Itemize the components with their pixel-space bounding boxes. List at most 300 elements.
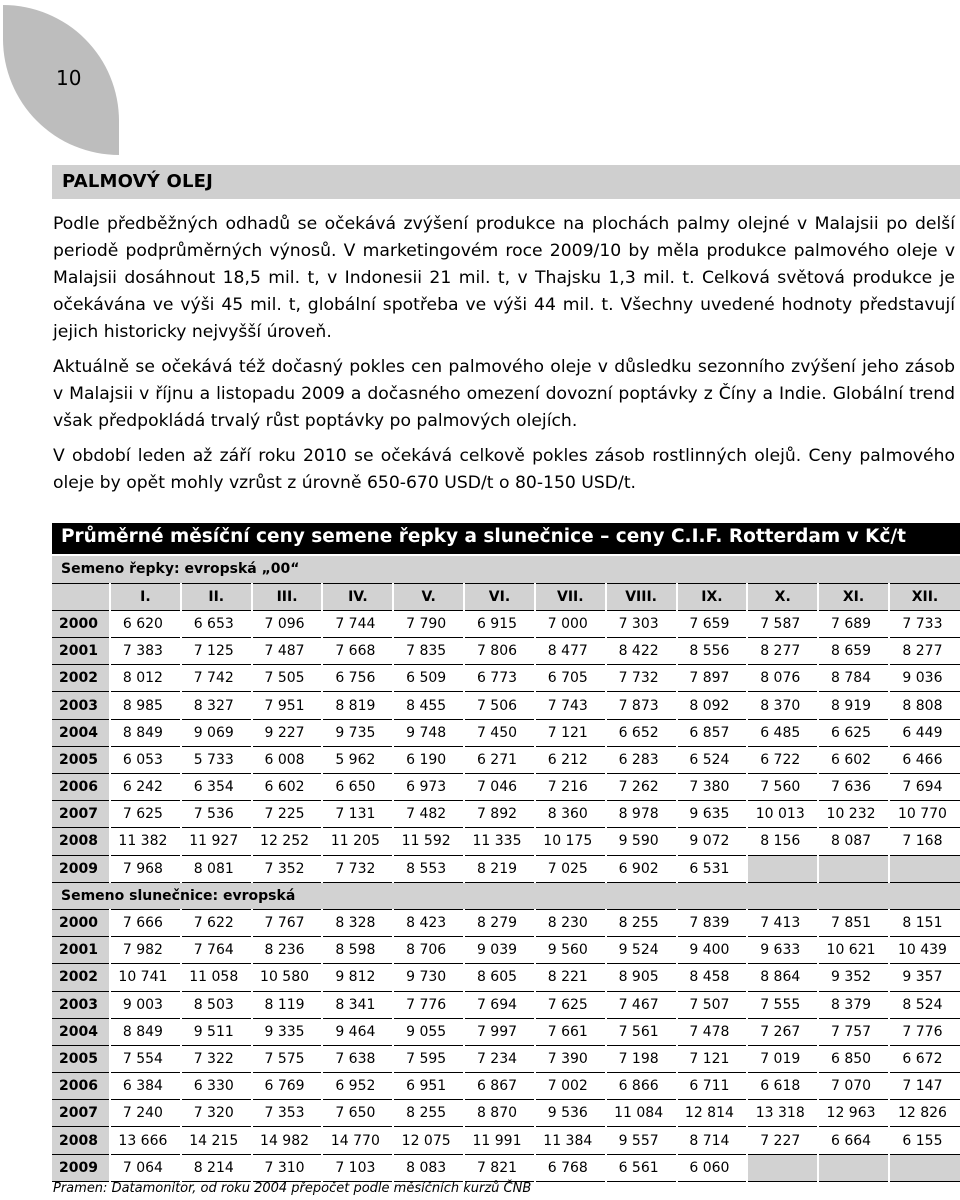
price-cell: 6 531 [677, 855, 748, 882]
price-cell: 7 019 [747, 1045, 818, 1072]
price-cell: 6 509 [393, 665, 464, 692]
month-header: IV. [322, 583, 393, 610]
table-row [52, 1018, 960, 1045]
year-cell: 2006 [52, 774, 110, 801]
price-cell: 7 742 [181, 665, 252, 692]
price-cell: 7 694 [889, 774, 960, 801]
price-cell: 11 384 [535, 1127, 606, 1154]
price-cell: 8 458 [677, 964, 748, 991]
price-cell: 7 744 [322, 610, 393, 637]
price-cell: 6 561 [606, 1154, 677, 1181]
table-row [52, 692, 960, 719]
table-row [52, 746, 960, 773]
price-cell: 13 666 [110, 1127, 181, 1154]
price-cell: 12 075 [393, 1127, 464, 1154]
table-row [52, 774, 960, 801]
table-row [52, 665, 960, 692]
price-cell: 8 092 [677, 692, 748, 719]
price-cell: 8 714 [677, 1127, 748, 1154]
price-cell: 7 625 [110, 801, 181, 828]
month-header: IX. [677, 583, 748, 610]
price-cell: 9 039 [464, 937, 535, 964]
price-cell: 9 352 [818, 964, 889, 991]
price-cell: 7 310 [252, 1154, 323, 1181]
price-cell: 7 103 [322, 1154, 393, 1181]
price-cell: 8 503 [181, 991, 252, 1018]
group-label: Semeno slunečnice: evropská [52, 882, 960, 909]
price-cell: 9 735 [322, 719, 393, 746]
price-cell: 10 621 [818, 937, 889, 964]
price-cell: 7 046 [464, 774, 535, 801]
price-cell: 6 008 [252, 746, 323, 773]
year-cell: 2000 [52, 610, 110, 637]
price-cell: 7 000 [535, 610, 606, 637]
price-cell: 9 055 [393, 1018, 464, 1045]
price-cell: 7 002 [535, 1073, 606, 1100]
price-cell: 7 482 [393, 801, 464, 828]
price-cell: 10 439 [889, 937, 960, 964]
price-cell: 6 756 [322, 665, 393, 692]
price-cell: 6 973 [393, 774, 464, 801]
price-cell: 7 638 [322, 1045, 393, 1072]
table-row [52, 991, 960, 1018]
price-cell: 11 058 [181, 964, 252, 991]
price-cell: 8 849 [110, 719, 181, 746]
price-cell: 7 555 [747, 991, 818, 1018]
table-row [52, 638, 960, 665]
price-cell: 7 025 [535, 855, 606, 882]
price-cell: 10 770 [889, 801, 960, 828]
price-cell: 7 622 [181, 909, 252, 936]
year-cell: 2005 [52, 746, 110, 773]
price-cell: 7 694 [464, 991, 535, 1018]
price-cell: 8 151 [889, 909, 960, 936]
price-cell: 7 198 [606, 1045, 677, 1072]
price-cell: 8 236 [252, 937, 323, 964]
month-header: V. [393, 583, 464, 610]
price-cell: 7 764 [181, 937, 252, 964]
price-cell: 8 221 [535, 964, 606, 991]
price-cell: 6 354 [181, 774, 252, 801]
month-header: XI. [818, 583, 889, 610]
year-cell: 2008 [52, 828, 110, 855]
price-cell: 6 722 [747, 746, 818, 773]
price-cell: 7 835 [393, 638, 464, 665]
price-cell: 7 743 [535, 692, 606, 719]
price-cell: 11 335 [464, 828, 535, 855]
paragraph-outlook: V období leden až září roku 2010 se očekává celkově pokles zásob rostlinných olejů. Ceny palmového oleje by opět mohly vzrůst z úrovně 650-670 USD/t o 80-150 USD/t. [53, 446, 955, 493]
month-header: VIII. [606, 583, 677, 610]
price-cell: 8 341 [322, 991, 393, 1018]
year-cell: 2007 [52, 1100, 110, 1127]
price-cell: 9 560 [535, 937, 606, 964]
price-cell: 7 767 [252, 909, 323, 936]
price-cell: 7 968 [110, 855, 181, 882]
price-cell: 8 556 [677, 638, 748, 665]
month-header: III. [252, 583, 323, 610]
price-cell: 8 819 [322, 692, 393, 719]
price-cell: 8 012 [110, 665, 181, 692]
empty-cell [889, 855, 960, 882]
price-cell: 9 557 [606, 1127, 677, 1154]
price-cell: 11 084 [606, 1100, 677, 1127]
price-cell: 7 121 [677, 1045, 748, 1072]
price-cell: 7 587 [747, 610, 818, 637]
year-cell: 2006 [52, 1073, 110, 1100]
table-row [52, 1073, 960, 1100]
price-cell: 7 413 [747, 909, 818, 936]
price-cell: 7 575 [252, 1045, 323, 1072]
price-cell: 6 850 [818, 1045, 889, 1072]
price-cell: 9 812 [322, 964, 393, 991]
price-cell: 12 963 [818, 1100, 889, 1127]
price-cell: 7 806 [464, 638, 535, 665]
price-cell: 9 003 [110, 991, 181, 1018]
table-row [52, 1100, 960, 1127]
price-cell: 8 083 [393, 1154, 464, 1181]
price-cell: 7 168 [889, 828, 960, 855]
price-cell: 7 505 [252, 665, 323, 692]
price-cell: 7 536 [181, 801, 252, 828]
month-header: X. [747, 583, 818, 610]
table-row [52, 1127, 960, 1154]
month-header: VII. [535, 583, 606, 610]
price-cell: 8 156 [747, 828, 818, 855]
price-cell: 8 119 [252, 991, 323, 1018]
price-cell: 8 870 [464, 1100, 535, 1127]
header-corner-cell [52, 583, 110, 610]
month-header: VI. [464, 583, 535, 610]
price-cell: 7 507 [677, 991, 748, 1018]
price-cell: 8 087 [818, 828, 889, 855]
price-cell: 5 962 [322, 746, 393, 773]
price-cell: 6 330 [181, 1073, 252, 1100]
price-cell: 7 303 [606, 610, 677, 637]
price-cell: 7 240 [110, 1100, 181, 1127]
price-cell: 9 036 [889, 665, 960, 692]
price-cell: 7 125 [181, 638, 252, 665]
table-row [52, 801, 960, 828]
year-cell: 2009 [52, 855, 110, 882]
price-cell: 7 661 [535, 1018, 606, 1045]
price-cell: 9 511 [181, 1018, 252, 1045]
price-cell: 8 277 [889, 638, 960, 665]
price-cell: 6 952 [322, 1073, 393, 1100]
paragraph-production: Podle předběžných odhadů se očekává zvýšení produkce na plochách palmy olejné v Malajsii po delší periodě podprůměrných výnosů. V marketingovém roce 2009/10 by měla produkce palmového oleje v Malajsii dosáhnout 18,5 mil. t, v Indonesii 21 mil. t, v Thajsku 1,3 mil. t. Celková světová produkce je očekávána ve výši 45 mil. t, globální spotřeba ve výši 44 mil. t. Všechny uvedené hodnoty představují jejich historicky nejvyšší úroveň. [53, 214, 955, 342]
price-cell: 8 477 [535, 638, 606, 665]
price-cell: 7 478 [677, 1018, 748, 1045]
price-cell: 9 400 [677, 937, 748, 964]
price-cell: 7 121 [535, 719, 606, 746]
price-cell: 6 652 [606, 719, 677, 746]
price-cell: 6 618 [747, 1073, 818, 1100]
price-cell: 6 190 [393, 746, 464, 773]
price-cell: 9 464 [322, 1018, 393, 1045]
price-cell: 8 360 [535, 801, 606, 828]
price-cell: 9 730 [393, 964, 464, 991]
price-cell: 6 602 [252, 774, 323, 801]
year-cell: 2000 [52, 909, 110, 936]
price-cell: 8 659 [818, 638, 889, 665]
section-heading: PALMOVÝ OLEJ [52, 165, 960, 199]
price-cell: 7 997 [464, 1018, 535, 1045]
price-cell: 7 353 [252, 1100, 323, 1127]
table-row [52, 964, 960, 991]
group-header-row [52, 882, 960, 909]
price-cell: 8 370 [747, 692, 818, 719]
price-cell: 7 216 [535, 774, 606, 801]
price-cell: 6 867 [464, 1073, 535, 1100]
price-cell: 8 524 [889, 991, 960, 1018]
month-header-row [52, 583, 960, 610]
table-row [52, 937, 960, 964]
year-cell: 2009 [52, 1154, 110, 1181]
price-cell: 10 232 [818, 801, 889, 828]
price-cell: 8 255 [393, 1100, 464, 1127]
price-cell: 7 732 [322, 855, 393, 882]
year-cell: 2008 [52, 1127, 110, 1154]
price-cell: 6 155 [889, 1127, 960, 1154]
price-cell: 12 252 [252, 828, 323, 855]
price-cell: 6 524 [677, 746, 748, 773]
price-cell: 6 705 [535, 665, 606, 692]
price-cell: 9 635 [677, 801, 748, 828]
price-cell: 7 625 [535, 991, 606, 1018]
price-cell: 7 554 [110, 1045, 181, 1072]
price-cell: 9 069 [181, 719, 252, 746]
price-cell: 7 064 [110, 1154, 181, 1181]
table-row [52, 855, 960, 882]
price-cell: 7 668 [322, 638, 393, 665]
price-cell: 11 205 [322, 828, 393, 855]
price-cell: 7 262 [606, 774, 677, 801]
price-cell: 8 598 [322, 937, 393, 964]
price-cell: 8 978 [606, 801, 677, 828]
price-cell: 7 982 [110, 937, 181, 964]
group-header-row [52, 556, 960, 583]
price-cell: 7 732 [606, 665, 677, 692]
price-cell: 9 524 [606, 937, 677, 964]
price-cell: 9 748 [393, 719, 464, 746]
price-cell: 7 070 [818, 1073, 889, 1100]
year-cell: 2001 [52, 638, 110, 665]
price-cell: 6 768 [535, 1154, 606, 1181]
price-cell: 6 653 [181, 610, 252, 637]
price-cell: 12 814 [677, 1100, 748, 1127]
source-note: Pramen: Datamonitor, od roku 2004 přepočet podle měsíčních kurzů ČNB [53, 1181, 532, 1196]
price-cell: 14 770 [322, 1127, 393, 1154]
price-cell: 8 905 [606, 964, 677, 991]
price-cell: 7 352 [252, 855, 323, 882]
price-cell: 6 602 [818, 746, 889, 773]
price-cell: 8 230 [535, 909, 606, 936]
price-cell: 6 060 [677, 1154, 748, 1181]
table-row [52, 1045, 960, 1072]
price-cell: 6 625 [818, 719, 889, 746]
price-cell: 9 590 [606, 828, 677, 855]
year-cell: 2007 [52, 801, 110, 828]
price-cell: 8 864 [747, 964, 818, 991]
price-cell: 7 380 [677, 774, 748, 801]
price-cell: 7 636 [818, 774, 889, 801]
price-cell: 8 985 [110, 692, 181, 719]
price-cell: 6 857 [677, 719, 748, 746]
price-cell: 8 553 [393, 855, 464, 882]
price-cell: 9 357 [889, 964, 960, 991]
price-cell: 10 013 [747, 801, 818, 828]
empty-cell [818, 855, 889, 882]
table-row [52, 719, 960, 746]
price-cell: 6 915 [464, 610, 535, 637]
price-cell: 7 650 [322, 1100, 393, 1127]
price-cell: 7 506 [464, 692, 535, 719]
table-row [52, 610, 960, 637]
price-cell: 6 664 [818, 1127, 889, 1154]
table-row [52, 1154, 960, 1181]
price-cell: 10 741 [110, 964, 181, 991]
price-cell: 6 902 [606, 855, 677, 882]
price-cell: 9 227 [252, 719, 323, 746]
price-cell: 6 212 [535, 746, 606, 773]
price-cell: 6 242 [110, 774, 181, 801]
price-cell: 6 485 [747, 719, 818, 746]
table-row [52, 828, 960, 855]
price-cell: 7 096 [252, 610, 323, 637]
price-cell: 8 455 [393, 692, 464, 719]
price-cell: 8 255 [606, 909, 677, 936]
year-cell: 2001 [52, 937, 110, 964]
price-cell: 8 919 [818, 692, 889, 719]
price-cell: 7 267 [747, 1018, 818, 1045]
year-cell: 2004 [52, 1018, 110, 1045]
price-cell: 6 620 [110, 610, 181, 637]
year-cell: 2002 [52, 964, 110, 991]
price-cell: 8 605 [464, 964, 535, 991]
price-cell: 8 328 [322, 909, 393, 936]
price-cell: 8 706 [393, 937, 464, 964]
price-cell: 12 826 [889, 1100, 960, 1127]
price-cell: 9 633 [747, 937, 818, 964]
price-cell: 5 733 [181, 746, 252, 773]
price-cell: 8 081 [181, 855, 252, 882]
month-header: II. [181, 583, 252, 610]
price-cell: 7 322 [181, 1045, 252, 1072]
paragraph-price-decline: Aktuálně se očekává též dočasný pokles cen palmového oleje v důsledku sezonního zvýšení jeho zásob v Malajsii v říjnu a listopadu 2009 a dočasného omezení dovozní poptávky z Číny a Indie. Globální trend však předpokládá trvalý růst poptávky po palmových olejích. [53, 357, 955, 431]
page-number: 10 [56, 66, 82, 90]
empty-cell [747, 1154, 818, 1181]
price-cell: 7 147 [889, 1073, 960, 1100]
price-cell: 7 897 [677, 665, 748, 692]
price-cell: 7 776 [889, 1018, 960, 1045]
price-cell: 13 318 [747, 1100, 818, 1127]
price-cell: 8 808 [889, 692, 960, 719]
price-cell: 7 320 [181, 1100, 252, 1127]
price-cell: 7 234 [464, 1045, 535, 1072]
price-cell: 10 580 [252, 964, 323, 991]
price-cell: 6 672 [889, 1045, 960, 1072]
table-title: Průměrné měsíční ceny semene řepky a slunečnice – ceny C.I.F. Rotterdam v Kč/t [52, 523, 960, 554]
price-cell: 6 951 [393, 1073, 464, 1100]
price-cell: 11 927 [181, 828, 252, 855]
price-cell: 7 892 [464, 801, 535, 828]
price-cell: 7 131 [322, 801, 393, 828]
price-cell: 6 283 [606, 746, 677, 773]
price-cell: 7 561 [606, 1018, 677, 1045]
price-cell: 6 773 [464, 665, 535, 692]
empty-cell [747, 855, 818, 882]
price-cell: 6 466 [889, 746, 960, 773]
price-cell: 7 390 [535, 1045, 606, 1072]
price-cell: 9 072 [677, 828, 748, 855]
price-cell: 7 951 [252, 692, 323, 719]
price-cell: 7 851 [818, 909, 889, 936]
price-cell: 7 790 [393, 610, 464, 637]
price-cell: 7 487 [252, 638, 323, 665]
price-cell: 7 776 [393, 991, 464, 1018]
price-cell: 6 866 [606, 1073, 677, 1100]
price-cell: 7 383 [110, 638, 181, 665]
price-cell: 8 279 [464, 909, 535, 936]
price-cell: 8 784 [818, 665, 889, 692]
price-cell: 6 271 [464, 746, 535, 773]
price-cell: 14 982 [252, 1127, 323, 1154]
price-cell: 6 449 [889, 719, 960, 746]
price-cell: 7 225 [252, 801, 323, 828]
year-cell: 2003 [52, 991, 110, 1018]
price-table [52, 556, 960, 1182]
year-cell: 2002 [52, 665, 110, 692]
price-cell: 14 215 [181, 1127, 252, 1154]
year-cell: 2003 [52, 692, 110, 719]
price-cell: 7 227 [747, 1127, 818, 1154]
price-cell: 11 592 [393, 828, 464, 855]
price-cell: 9 335 [252, 1018, 323, 1045]
price-cell: 7 873 [606, 692, 677, 719]
month-header: I. [110, 583, 181, 610]
price-cell: 11 991 [464, 1127, 535, 1154]
group-label: Semeno řepky: evropská „00“ [52, 556, 960, 583]
year-cell: 2005 [52, 1045, 110, 1072]
price-cell: 8 423 [393, 909, 464, 936]
month-header: XII. [889, 583, 960, 610]
price-cell: 10 175 [535, 828, 606, 855]
price-cell: 6 053 [110, 746, 181, 773]
price-cell: 8 422 [606, 638, 677, 665]
price-cell: 8 219 [464, 855, 535, 882]
price-cell: 6 384 [110, 1073, 181, 1100]
price-cell: 7 733 [889, 610, 960, 637]
table-row [52, 909, 960, 936]
price-cell: 7 467 [606, 991, 677, 1018]
empty-cell [889, 1154, 960, 1181]
price-cell: 8 214 [181, 1154, 252, 1181]
price-cell: 7 757 [818, 1018, 889, 1045]
price-cell: 8 379 [818, 991, 889, 1018]
price-cell: 7 821 [464, 1154, 535, 1181]
price-cell: 9 536 [535, 1100, 606, 1127]
price-cell: 8 076 [747, 665, 818, 692]
price-cell: 7 560 [747, 774, 818, 801]
price-cell: 8 327 [181, 692, 252, 719]
price-table-body [52, 556, 960, 1181]
price-cell: 6 650 [322, 774, 393, 801]
price-cell: 8 849 [110, 1018, 181, 1045]
year-cell: 2004 [52, 719, 110, 746]
price-cell: 7 839 [677, 909, 748, 936]
price-cell: 7 450 [464, 719, 535, 746]
price-cell: 7 689 [818, 610, 889, 637]
price-cell: 6 711 [677, 1073, 748, 1100]
